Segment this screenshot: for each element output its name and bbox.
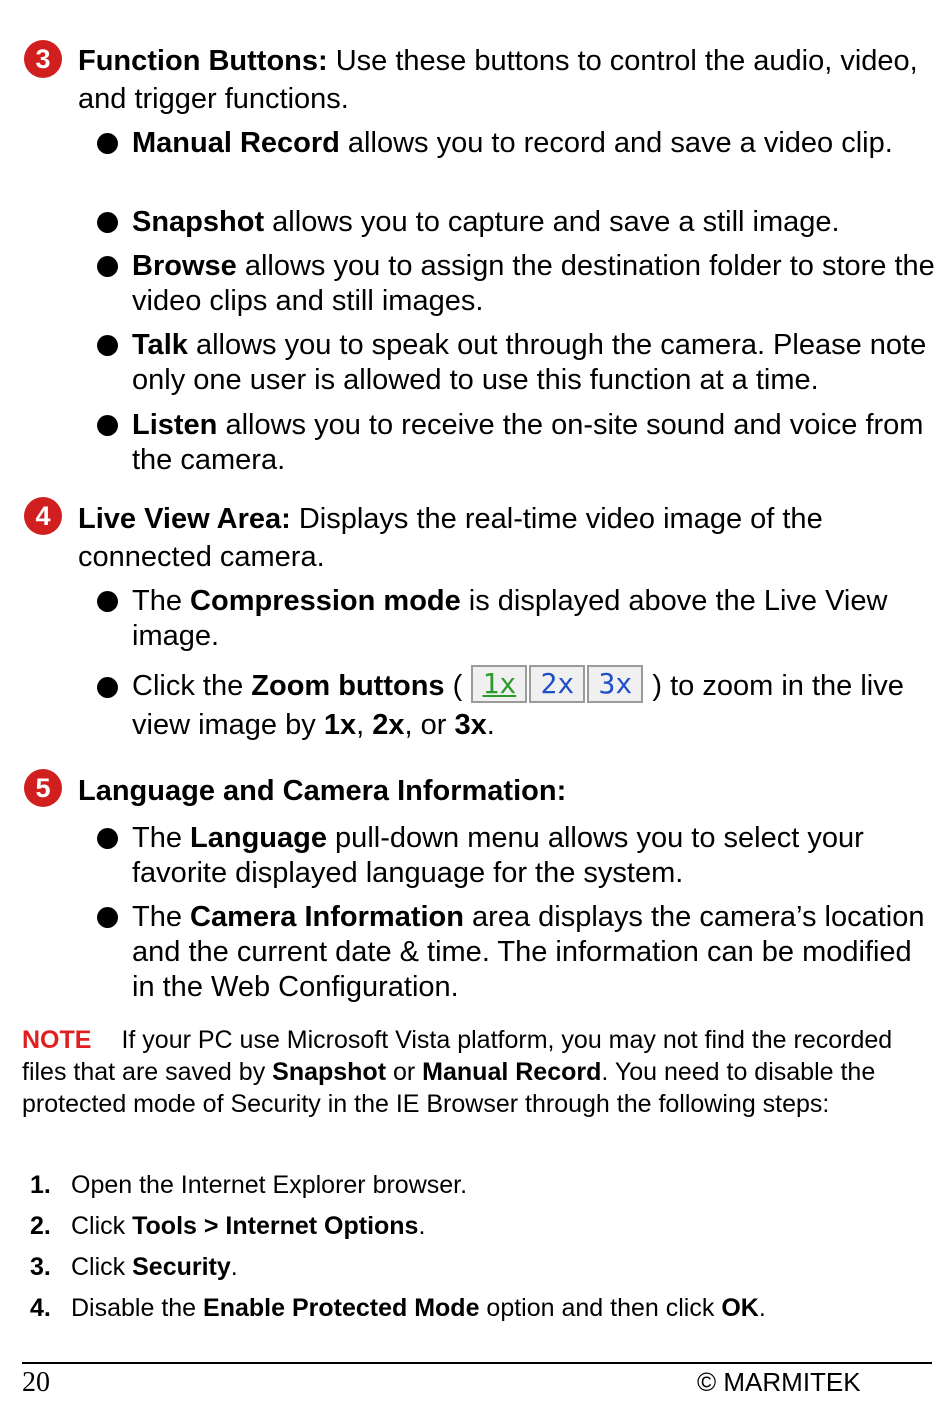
- section-5-title: Language and Camera Information:: [78, 775, 567, 807]
- note-text-1: If your PC use Microsoft Vista platform, you may not find the recorded files that are saved by: [22, 1026, 893, 1086]
- section-5-heading: [78, 772, 938, 810]
- term-browse: Browse: [132, 250, 237, 282]
- term-listen: Listen: [132, 409, 218, 441]
- desc-camera-information: area displays the camera’s location and the current date & time. The information can be modified in the Web Configuration.: [132, 901, 925, 1003]
- section-3-heading: [78, 42, 938, 118]
- bullet-browse: [132, 249, 942, 319]
- bullet-icon: [97, 907, 118, 928]
- term-talk: Talk: [132, 329, 188, 361]
- footer-rule: [22, 1362, 932, 1364]
- bullet-icon: [97, 256, 118, 277]
- step-bold: Security: [132, 1253, 231, 1281]
- language-pre: The: [132, 822, 191, 854]
- bullet-icon: [97, 415, 118, 436]
- step-text-mid: option and then click: [479, 1294, 722, 1322]
- bullet-camera-information: [132, 900, 942, 1005]
- step-number: 3.: [30, 1253, 51, 1281]
- step-number: 4.: [30, 1294, 51, 1322]
- bullet-icon: [97, 828, 118, 849]
- zoom-post: ) to zoom in the live view image by: [132, 670, 904, 742]
- term-compression-mode: Compression mode: [190, 585, 461, 617]
- note-bold-manual-record: Manual Record: [422, 1058, 602, 1086]
- section-5-number-badge: 5: [24, 769, 62, 807]
- zoom-pre: Click the: [132, 670, 252, 702]
- compression-pre: The: [132, 585, 191, 617]
- desc-talk: allows you to speak out through the camera. Please note only one user is allowed to use this function at a time.: [132, 329, 927, 396]
- step-text: Click: [71, 1212, 133, 1240]
- note-text-3: . You need to disable the protected mode of Security in the IE Browser through the following steps:: [22, 1058, 876, 1118]
- bullet-listen: [132, 408, 942, 478]
- term-language: Language: [190, 822, 327, 854]
- step-end: .: [758, 1294, 766, 1322]
- desc-listen: allows you to receive the on-site sound and voice from the camera.: [132, 409, 924, 476]
- step-bold: Tools > Internet Options: [132, 1212, 419, 1240]
- bullet-icon: [97, 335, 118, 356]
- step-4: [30, 1293, 766, 1323]
- term-camera-information: Camera Information: [190, 901, 464, 933]
- desc-manual-record: allows you to record and save a video clip.: [339, 127, 893, 159]
- section-3-number-badge: 3: [24, 40, 62, 78]
- zoom-3x-button[interactable]: 3x: [587, 665, 643, 703]
- zoom-1x-button[interactable]: 1x: [471, 665, 527, 703]
- section-4-number-badge: 4: [24, 497, 62, 535]
- zoom-paren: (: [444, 670, 463, 702]
- section-4-intro: Displays the real-time video image of the connected camera.: [78, 503, 823, 573]
- bullet-talk: [132, 328, 942, 398]
- zoom-end: .: [486, 709, 495, 742]
- step-1: [30, 1170, 467, 1200]
- desc-snapshot: allows you to capture and save a still image.: [264, 206, 840, 238]
- note-paragraph: [22, 1024, 932, 1120]
- term-snapshot: Snapshot: [132, 206, 265, 238]
- section-4-title: Live View Area:: [78, 503, 291, 535]
- step-3: [30, 1252, 238, 1282]
- section-4-heading: [78, 500, 938, 576]
- desc-browse: allows you to assign the destination folder to store the video clips and still images.: [132, 250, 935, 317]
- note-label: NOTE: [22, 1026, 92, 1054]
- term-zoom-buttons: Zoom buttons: [251, 670, 445, 702]
- section-3-title: Function Buttons:: [78, 45, 328, 77]
- step-end: .: [418, 1212, 426, 1240]
- step-end: .: [230, 1253, 238, 1281]
- zoom-2x-button[interactable]: 2x: [529, 665, 585, 703]
- zoom-sep: , or: [404, 709, 455, 742]
- zoom-level-2x: 2x: [372, 709, 405, 742]
- step-number: 2.: [30, 1212, 51, 1240]
- bullet-compression-mode: [132, 584, 942, 654]
- bullet-zoom-buttons: [132, 667, 942, 744]
- desc-language: pull-down menu allows you to select your favorite displayed language for the system.: [132, 822, 864, 889]
- zoom-sep: ,: [356, 709, 373, 742]
- bullet-icon: [97, 133, 118, 154]
- note-bold-snapshot: Snapshot: [272, 1058, 387, 1086]
- zoom-level-1x: 1x: [323, 709, 357, 742]
- step-bold: Enable Protected Mode: [203, 1294, 480, 1322]
- bullet-icon: [97, 212, 118, 233]
- section-3-intro: Use these buttons to control the audio, video, and trigger functions.: [78, 45, 918, 115]
- copyright: © MARMITEK: [697, 1367, 861, 1397]
- bullet-snapshot: [132, 205, 942, 240]
- step-2: [30, 1211, 425, 1241]
- zoom-level-3x: 3x: [454, 709, 487, 742]
- step-bold-ok: OK: [721, 1294, 759, 1322]
- bullet-icon: [97, 677, 118, 698]
- desc-compression-mode: is displayed above the Live View image.: [132, 585, 888, 652]
- step-text: Click: [71, 1253, 133, 1281]
- step-text: Disable the: [71, 1294, 204, 1322]
- step-text: Open the Internet Explorer browser.: [71, 1171, 468, 1199]
- note-text-2: or: [386, 1058, 423, 1086]
- bullet-language: [132, 821, 942, 891]
- bullet-icon: [97, 591, 118, 612]
- step-number: 1.: [30, 1171, 51, 1199]
- term-manual-record: Manual Record: [132, 127, 340, 159]
- bullet-manual-record: [132, 126, 942, 161]
- page-number: 20: [22, 1367, 50, 1398]
- camera-info-pre: The: [132, 901, 191, 933]
